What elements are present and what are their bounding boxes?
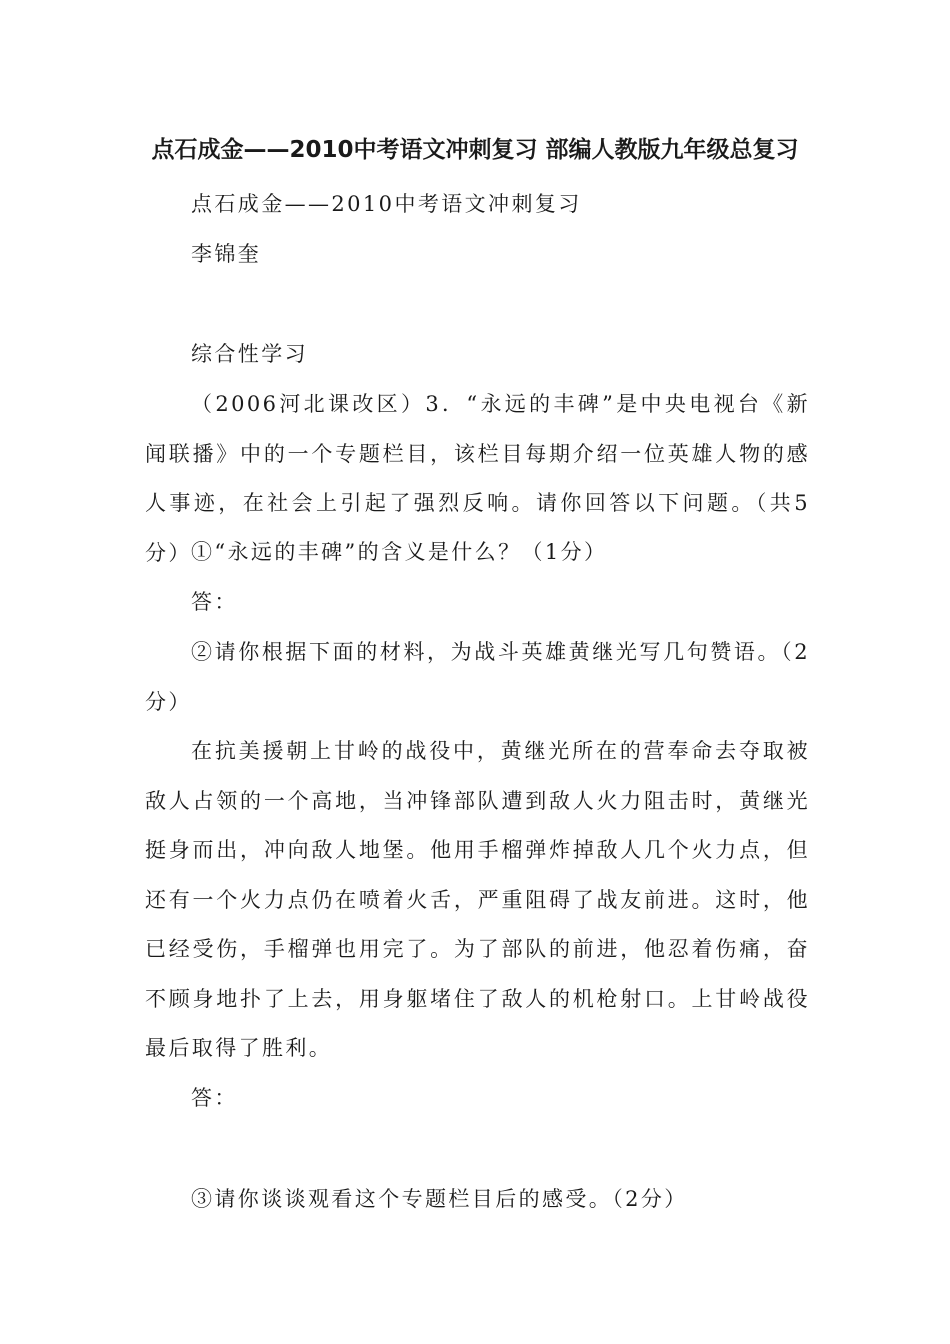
sub-question-2: ②请你根据下面的材料，为战斗英雄黄继光写几句赞语。（2分）	[145, 640, 810, 714]
sub-question-3: ③请你谈谈观看这个专题栏目后的感受。（2分）	[191, 1187, 688, 1211]
document-subtitle: 点石成金——2010中考语文冲刺复习	[191, 192, 582, 216]
author-name: 李锦奎	[191, 242, 262, 266]
reading-material: 在抗美援朝上甘岭的战役中，黄继光所在的营奉命去夺取被敌人占领的一个高地，当冲锋部队遭到敌人火力阻击时，黄继光挺身而出，冲向敌人地堡。他用手榴弹炸掉敌人几个火力点，但还有一个火力点仍在喷着火舌，严重阻碍了战友前进。这时，他已经受伤，手榴弹也用完了。为了部队的前进，他忍着伤痛，奋不顾身地扑了上去，用身躯堵住了敌人的机枪射口。上甘岭战役最后取得了胜利。	[145, 739, 810, 1060]
sub-question-1: ①“永远的丰碑”的含义是什么？（1分）	[191, 540, 608, 564]
answer-label-2: 答：	[191, 1086, 238, 1110]
section-heading: 综合性学习	[191, 342, 308, 366]
question-intro: （2006河北课改区）3．“永远的丰碑”是中央电视台《新闻联播》中的一个专题栏目，该栏目每期介绍一位英雄人物的感人事迹，在社会上引起了强烈反响。请你回答以下问题。（共5分）	[145, 392, 810, 565]
answer-label-1: 答：	[191, 590, 238, 614]
document-title: 点石成金——2010中考语文冲刺复习 部编人教版九年级总复习	[151, 137, 799, 163]
